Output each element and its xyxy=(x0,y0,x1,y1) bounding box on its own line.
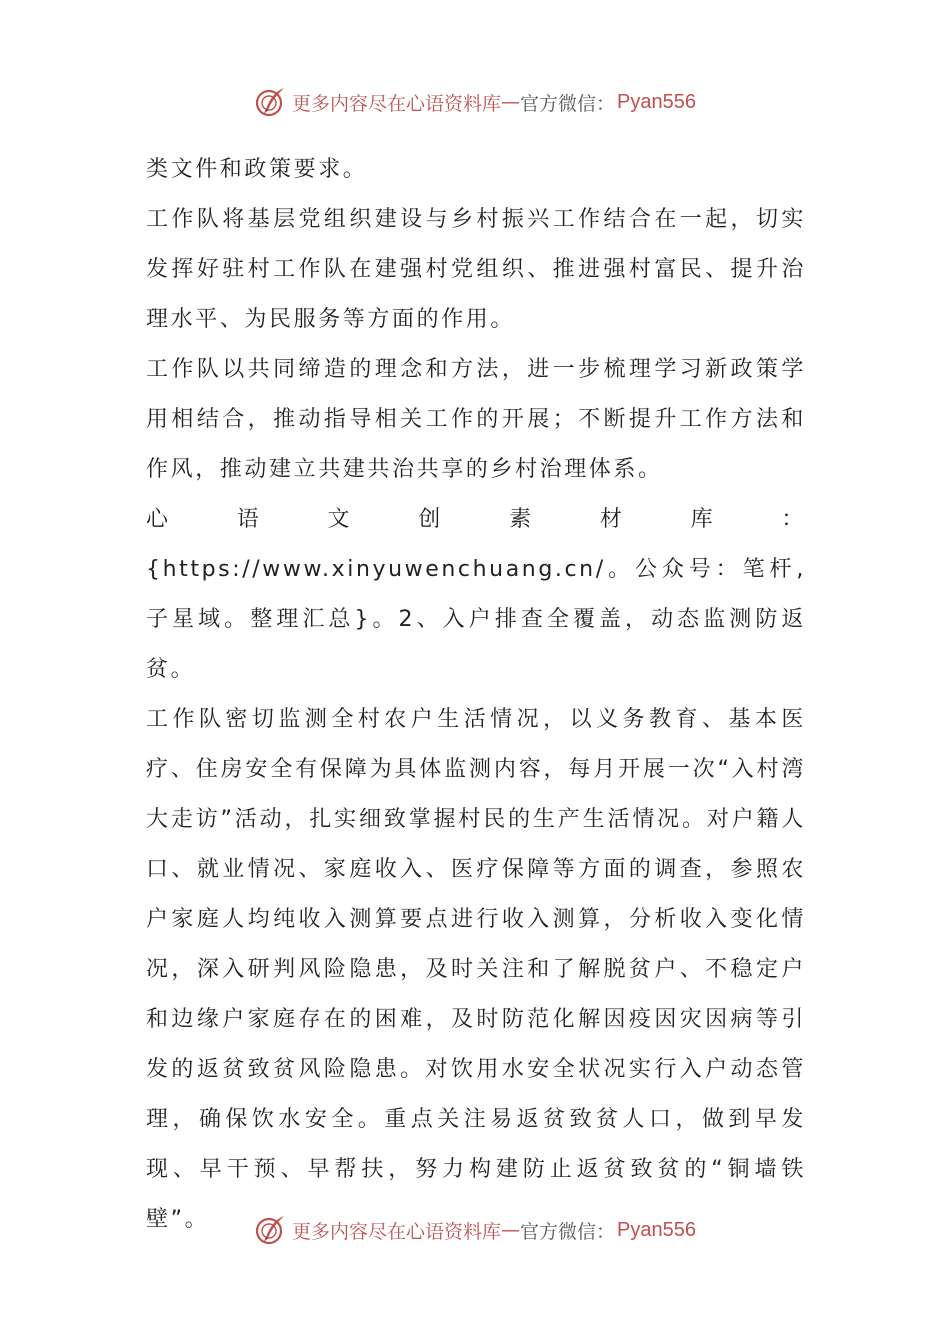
header-wechat-id: Pyan556 xyxy=(617,90,696,113)
quill-logo-icon xyxy=(254,1213,288,1247)
footer-official-label: 官方微信： xyxy=(520,1220,616,1243)
footer-brand-text: 更多内容尽在心语资料库 xyxy=(292,1220,502,1243)
footer-banner xyxy=(0,1210,950,1250)
paragraph: 工作队将基层党组织建设与乡村振兴工作结合在一起，切实发挥好驻村工作队在建强村党组织、推进强村富民、提升治理水平、为民服务等方面的作用。 xyxy=(146,207,806,332)
header-brand-text: 更多内容尽在心语资料库 xyxy=(292,92,502,115)
paragraph: 心语文创素材库：{https://www.xinyuwenchuang.cn/。公众号：笔杆,子星域。整理汇总}。2、入户排查全覆盖，动态监测防返贫。 xyxy=(146,507,806,682)
paragraph: 工作队密切监测全村农户生活情况，以义务教育、基本医疗、住房安全有保障为具体监测内容，每月开展一次“入村湾大走访”活动，扎实细致掌握村民的生产生活情况。对户籍人口、就业情况、家庭收入、医疗保障等方面的调查，参照农户家庭人均纯收入测算要点进行收入测算，分析收入变化情况，深入研判风险隐患，及时关注和了解脱贫户、不稳定户和边缘户家庭存在的困难，及时防范化解因疫因灾因病等引发的返贫致贫风险隐患。对饮用水安全状况实行入户动态管理，确保饮水安全。重点关注易返贫致贫人口，做到早发现、早干预、早帮扶，努力构建防止返贫致贫的“铜墙铁壁”。 xyxy=(146,707,806,1232)
paragraph: 类文件和政策要求。 xyxy=(146,157,368,182)
quill-logo-icon xyxy=(254,85,288,119)
header-dash: — xyxy=(501,91,521,113)
footer-dash: — xyxy=(501,1219,521,1241)
document-body xyxy=(146,145,806,1245)
footer-wechat-id: Pyan556 xyxy=(617,1218,696,1241)
header-banner xyxy=(0,82,950,122)
paragraph: 工作队以共同缔造的理念和方法，进一步梳理学习新政策学用相结合，推动指导相关工作的开展；不断提升工作方法和作风，推动建立共建共治共享的乡村治理体系。 xyxy=(146,357,806,482)
header-official-label: 官方微信： xyxy=(520,92,616,115)
